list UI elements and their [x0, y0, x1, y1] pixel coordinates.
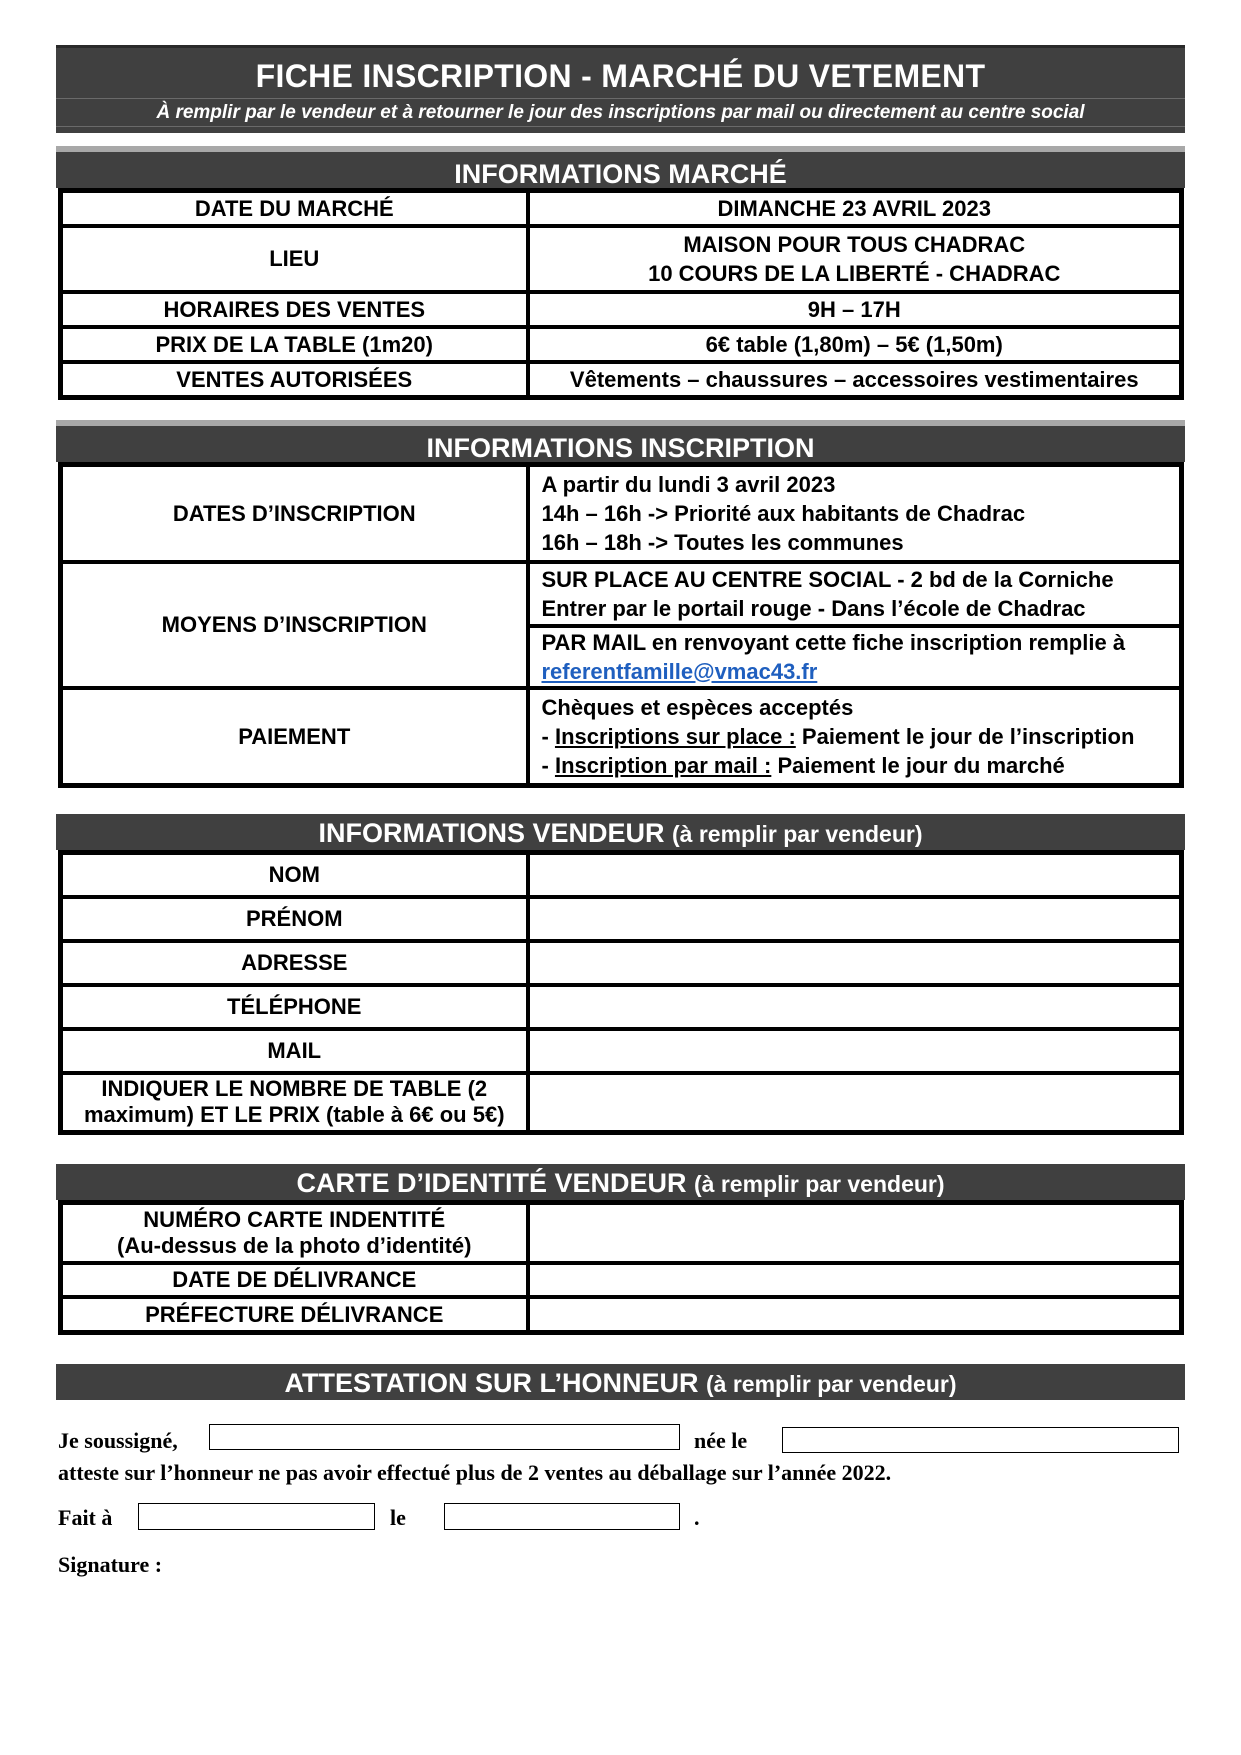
paiement-line [542, 722, 1168, 751]
row-value: Vêtements – chaussures – accessoires vestimentaires [528, 362, 1182, 398]
table-row [61, 1073, 1182, 1133]
table-row [61, 1029, 1182, 1073]
tables-field[interactable] [528, 1073, 1182, 1133]
prenom-field[interactable] [528, 897, 1182, 941]
adresse-field[interactable] [528, 941, 1182, 985]
table-row [61, 1297, 1182, 1333]
date-delivrance-field[interactable] [528, 1263, 1182, 1297]
form-title-banner [56, 45, 1185, 133]
table-row [61, 688, 1182, 786]
soussigne-input[interactable] [209, 1424, 680, 1450]
fait-a-label: Fait à [58, 1505, 113, 1530]
form-subtitle: À remplir par le vendeur et à retourner le jour des inscriptions par mail ou directement au centre social [156, 102, 1085, 123]
row-value [528, 626, 1182, 688]
row-label: MOYENS D’INSCRIPTION [61, 562, 528, 688]
header-title: INFORMATIONS VENDEUR [318, 818, 672, 848]
signature-label: Signature : [58, 1552, 163, 1577]
numero-carte-field[interactable] [528, 1203, 1182, 1263]
table-row [61, 465, 1182, 562]
table-row [61, 292, 1182, 327]
dates-line: 16h – 18h -> Toutes les communes [541, 529, 904, 555]
row-value: DIMANCHE 23 AVRIL 2023 [528, 191, 1182, 226]
row-value [528, 688, 1182, 786]
nee-le-input[interactable] [782, 1427, 1179, 1453]
paiement-line [542, 751, 1168, 780]
vendeur-table [58, 850, 1184, 1135]
section-header-inscription: INFORMATIONS INSCRIPTION [56, 420, 1185, 462]
le-label: le [390, 1505, 406, 1530]
section-header-vendeur [56, 814, 1185, 850]
row-label: DATE DU MARCHÉ [61, 191, 528, 226]
nee-le-label: née le [694, 1428, 748, 1453]
row-value: 9H – 17H [528, 292, 1182, 327]
fait-a-input[interactable] [138, 1503, 375, 1530]
table-row [61, 941, 1182, 985]
paiement-term: Inscriptions sur place : [554, 723, 796, 749]
row-label: DATE DE DÉLIVRANCE [61, 1263, 528, 1297]
bullet: - [541, 723, 555, 749]
table-row [61, 226, 1182, 292]
paiement-detail: Paiement le jour de l’inscription [795, 723, 1135, 749]
row-label: LIEU [61, 226, 528, 292]
row-label: HORAIRES DES VENTES [61, 292, 528, 327]
soussigne-label: Je soussigné, [58, 1428, 178, 1453]
row-value: 6€ table (1,80m) – 5€ (1,50m) [528, 327, 1182, 362]
form-title: FICHE INSCRIPTION - MARCHÉ DU VETEMENT [255, 58, 986, 94]
nom-field[interactable] [528, 853, 1182, 897]
table-row [61, 327, 1182, 362]
attestation-text: atteste sur l’honneur ne pas avoir effectué plus de 2 ventes au déballage sur l’année 2022. [58, 1460, 892, 1485]
table-row [61, 562, 1182, 626]
inscription-table [58, 462, 1184, 788]
section-header-carte [56, 1164, 1185, 1200]
header-note: (à remplir par vendeur) [671, 821, 923, 847]
marche-table [58, 188, 1184, 400]
email-link[interactable]: referentfamille@vmac43.fr [541, 658, 818, 684]
divider [56, 126, 1185, 127]
paiement-detail: Paiement le jour du marché [771, 752, 1065, 778]
row-label: TÉLÉPHONE [61, 985, 528, 1029]
row-label: MAIL [61, 1029, 528, 1073]
row-label: PAIEMENT [61, 688, 528, 786]
moyens-place-line: Entrer par le portail rouge - Dans l’école de Chadrac [541, 595, 1086, 621]
row-value [528, 562, 1182, 626]
table-row [61, 853, 1182, 897]
row-label: NOM [61, 853, 528, 897]
telephone-field[interactable] [528, 985, 1182, 1029]
divider [56, 98, 1185, 99]
row-label: PRIX DE LA TABLE (1m20) [61, 327, 528, 362]
row-label: PRÉNOM [61, 897, 528, 941]
row-label [61, 1203, 528, 1263]
row-label: PRÉFECTURE DÉLIVRANCE [61, 1297, 528, 1333]
table-row [61, 362, 1182, 398]
moyens-mail-line: PAR MAIL en renvoyant cette fiche inscription remplie à [541, 629, 1126, 655]
numero-label-line: NUMÉRO CARTE INDENTITÉ [143, 1206, 446, 1232]
moyens-place-line: SUR PLACE AU CENTRE SOCIAL - 2 bd de la Corniche [541, 566, 1114, 592]
section-header-attestation [56, 1364, 1185, 1400]
bullet: - [541, 752, 555, 778]
numero-label-line: (Au-dessus de la photo d’identité) [117, 1232, 472, 1258]
row-value [528, 465, 1182, 562]
paiement-term: Inscription par mail : [554, 752, 772, 778]
header-note: (à remplir par vendeur) [694, 1171, 945, 1197]
date-input[interactable] [444, 1503, 680, 1530]
period: . [694, 1505, 700, 1530]
header-note: (à remplir par vendeur) [705, 1371, 957, 1397]
lieu-line-1: MAISON POUR TOUS CHADRAC [683, 231, 1026, 257]
table-row [61, 191, 1182, 226]
row-label: DATES D’INSCRIPTION [61, 465, 528, 562]
lieu-line-2: 10 COURS DE LA LIBERTÉ - CHADRAC [648, 260, 1061, 286]
header-title: ATTESTATION SUR L’HONNEUR [284, 1368, 706, 1398]
dates-line: 14h – 16h -> Priorité aux habitants de Chadrac [541, 500, 1026, 526]
tables-label-line: maximum) ET LE PRIX (table à 6€ ou 5€) [83, 1102, 505, 1128]
table-row [61, 1203, 1182, 1263]
mail-field[interactable] [528, 1029, 1182, 1073]
table-row [61, 897, 1182, 941]
table-row [61, 1263, 1182, 1297]
row-label [61, 1073, 528, 1133]
row-value [528, 226, 1182, 292]
paiement-line: Chèques et espèces acceptés [541, 694, 854, 720]
tables-label-line: INDIQUER LE NOMBRE DE TABLE (2 [101, 1076, 488, 1102]
carte-table [58, 1200, 1184, 1335]
row-label: VENTES AUTORISÉES [61, 362, 528, 398]
row-label: ADRESSE [61, 941, 528, 985]
header-title: CARTE D’IDENTITÉ VENDEUR [296, 1168, 694, 1198]
dates-line: A partir du lundi 3 avril 2023 [541, 471, 836, 497]
section-header-marche: INFORMATIONS MARCHÉ [56, 146, 1185, 188]
prefecture-field[interactable] [528, 1297, 1182, 1333]
table-row [61, 985, 1182, 1029]
